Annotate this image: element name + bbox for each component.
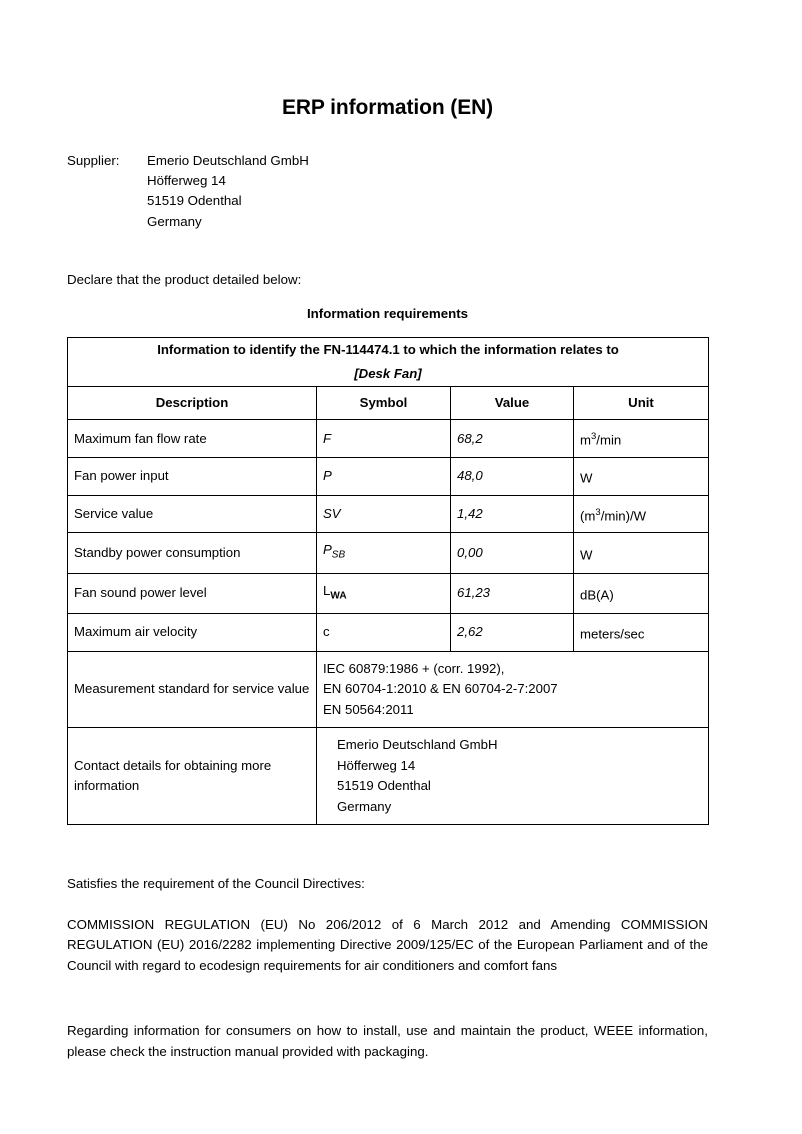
commission-regulation-paragraph: COMMISSION REGULATION (EU) No 206/2012 of 6 March 2012 and Amending COMMISSION REGULATION (EU) 2016/2282 implementing Directive 2009/125/EC of the European Parliament and of the Council with regard to ecodesign requirements for air conditioners and comfort fans	[67, 916, 708, 973]
supplier-address-line: Germany	[147, 213, 202, 229]
description-text: Maximum air velocity	[74, 624, 198, 640]
cell-unit	[574, 457, 709, 495]
cell-description	[68, 495, 317, 533]
symbol-text	[323, 431, 331, 446]
merged-header-line2: [Desk Fan]	[354, 365, 422, 381]
symbol-text	[323, 506, 341, 521]
cell-measurement-standard-value	[317, 651, 709, 728]
symbol-base: SV	[323, 506, 341, 522]
measurement-standard-label: Measurement standard for service value	[74, 681, 310, 697]
document-content	[67, 0, 708, 1062]
cell-value	[451, 613, 574, 651]
cell-description	[68, 573, 317, 613]
cell-symbol	[317, 457, 451, 495]
unit-suffix: /min	[596, 432, 622, 448]
unit-prefix: m	[580, 432, 591, 448]
measurement-standard-line: EN 60704-1:2010 & EN 60704-2-7:2007	[323, 681, 558, 697]
value-text: 1,42	[457, 506, 483, 522]
table-row	[68, 419, 709, 457]
supplier-label: Supplier:	[67, 153, 120, 168]
cell-contact-details-value	[317, 728, 709, 825]
value-text: 0,00	[457, 545, 483, 561]
merged-header-line1: Information to identify the FN-114474.1 to which the information relates to	[157, 341, 619, 357]
supplier-address	[147, 151, 708, 232]
cell-measurement-standard-label	[68, 651, 317, 728]
contact-details-label: Contact details for obtaining more information	[74, 757, 272, 794]
measurement-standard-line: IEC 60879:1986 + (corr. 1992),	[323, 660, 505, 676]
column-header-symbol: Symbol	[317, 386, 451, 419]
cell-description	[68, 533, 317, 573]
value-text: 2,62	[457, 624, 483, 640]
cell-symbol	[317, 419, 451, 457]
table-row	[68, 533, 709, 573]
unit-prefix: W	[580, 547, 593, 562]
contact-details-lines	[317, 728, 708, 824]
cell-description	[68, 419, 317, 457]
supplier-address-line: Emerio Deutschland GmbH	[147, 153, 309, 168]
value-text: 68,2	[457, 430, 483, 446]
symbol-subscript: WA	[330, 590, 347, 602]
description-text: Fan power input	[74, 468, 169, 484]
column-header-description: Description	[68, 386, 317, 419]
symbol-base: F	[323, 430, 332, 446]
description-text: Maximum fan flow rate	[74, 430, 207, 446]
table-row	[68, 457, 709, 495]
unit-prefix: meters/sec	[580, 626, 645, 642]
symbol-text	[323, 542, 346, 562]
cell-value	[451, 495, 574, 533]
symbol-text	[323, 468, 332, 483]
supplier-block	[67, 151, 708, 232]
contact-details-line: Höfferweg 14	[337, 757, 416, 773]
measurement-standard-line: EN 50564:2011	[323, 701, 414, 717]
symbol-base: P	[323, 542, 332, 558]
information-requirements-heading: Information requirements	[306, 305, 469, 321]
page-title: ERP information (EN)	[281, 96, 494, 119]
cell-description	[68, 613, 317, 651]
symbol-text	[323, 582, 347, 602]
declare-statement: Declare that the product detailed below:	[67, 271, 302, 287]
unit-prefix: (m	[580, 507, 596, 523]
cell-unit	[574, 495, 709, 533]
cell-value	[451, 533, 574, 573]
cell-value	[451, 419, 574, 457]
cell-description	[68, 457, 317, 495]
cell-unit	[574, 533, 709, 573]
contact-details-line: 51519 Odenthal	[337, 778, 431, 794]
value-text: 61,23	[457, 585, 491, 601]
cell-unit	[574, 419, 709, 457]
symbol-subscript: SB	[331, 550, 346, 562]
contact-details-line: Emerio Deutschland GmbH	[337, 737, 498, 753]
table-row-column-headers	[68, 386, 709, 419]
column-header-unit: Unit	[574, 386, 709, 419]
unit-superscript: 3	[595, 506, 601, 518]
symbol-base: P	[323, 468, 332, 484]
symbol-base: c	[323, 624, 330, 640]
unit-superscript: 3	[591, 430, 597, 442]
cell-symbol	[317, 533, 451, 573]
cell-unit	[574, 613, 709, 651]
cell-symbol	[317, 613, 451, 651]
cell-value	[451, 573, 574, 613]
table-row	[68, 495, 709, 533]
cell-symbol	[317, 573, 451, 613]
cell-unit	[574, 573, 709, 613]
table-row	[68, 613, 709, 651]
cell-value	[451, 457, 574, 495]
unit-suffix: /min)/W	[600, 507, 647, 523]
table-row-merged-header	[68, 337, 709, 386]
table-row	[68, 573, 709, 613]
description-text: Service value	[74, 506, 154, 522]
cell-contact-details-label	[68, 728, 317, 825]
erp-information-table	[67, 337, 709, 825]
column-header-value: Value	[451, 386, 574, 419]
symbol-text	[323, 624, 330, 639]
table-row-measurement-standard	[68, 651, 709, 728]
description-text: Standby power consumption	[74, 545, 241, 561]
satisfies-statement: Satisfies the requirement of the Council Directives:	[67, 876, 365, 892]
symbol-base: L	[323, 582, 331, 598]
description-text: Fan sound power level	[74, 585, 207, 601]
consumer-information-paragraph: Regarding information for consumers on how to install, use and maintain the product, WEEE information, please check the instruction manual provided with packaging.	[67, 1023, 708, 1059]
merged-header-cell	[68, 337, 709, 386]
unit-prefix: dB(A)	[580, 587, 614, 603]
measurement-standard-lines	[317, 652, 708, 728]
contact-details-line: Germany	[337, 798, 392, 814]
table-row-contact-details	[68, 728, 709, 825]
unit-prefix: W	[580, 470, 593, 486]
supplier-address-line: Höfferweg 14	[147, 173, 226, 189]
cell-symbol	[317, 495, 451, 533]
supplier-address-line: 51519 Odenthal	[147, 193, 242, 209]
value-text: 48,0	[457, 468, 483, 484]
